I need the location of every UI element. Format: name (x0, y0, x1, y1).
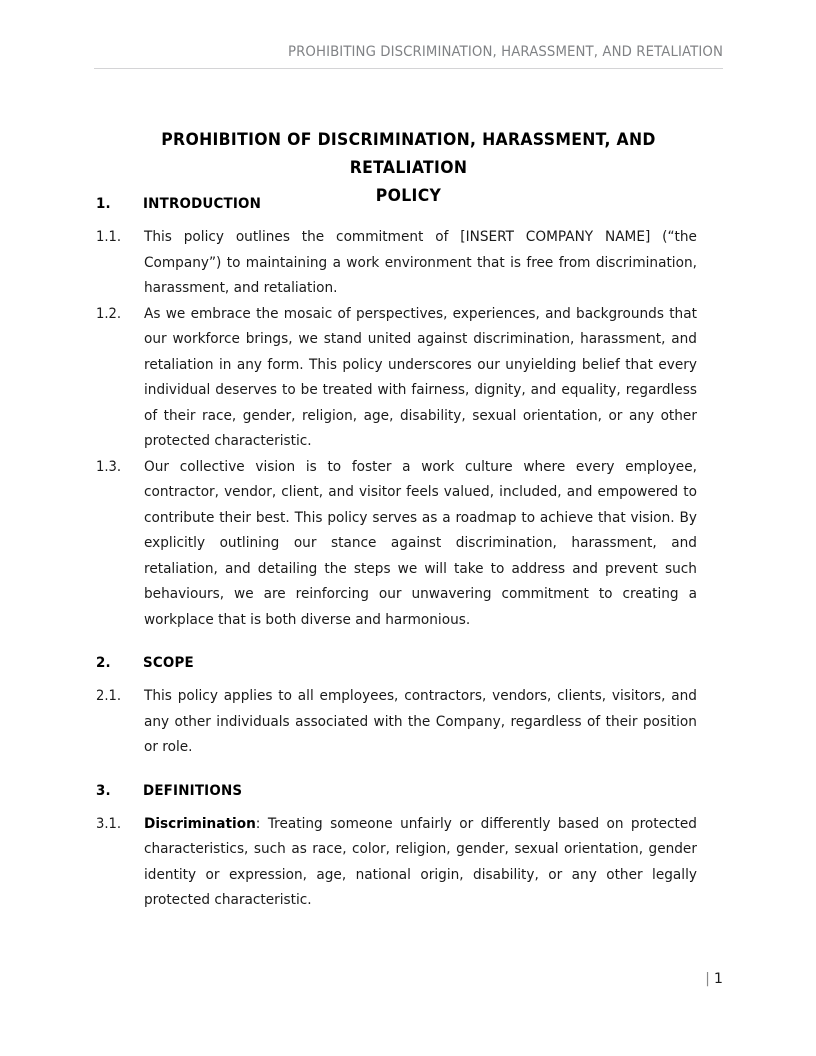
clause-2.1 (96, 684, 723, 761)
clause-text: Our collective vision is to foster a work culture where every employee, contractor, vendor, client, and visitor feels valued, included, and empowered to contribute their best. This policy serves as a roadmap to achieve that vision. By explicitly outlining our stance against discrimination, harassment, and retaliation, and detailing the steps we will take to address and prevent such behaviours, we are reinforcing our unwavering commitment to creating a workplace that is both diverse and harmonious. (144, 458, 697, 628)
section-heading-definitions (96, 782, 723, 799)
document-title-line-2: POLICY (375, 186, 442, 205)
document-body (96, 195, 723, 914)
section-number: 3. (96, 781, 111, 799)
page-footer (94, 971, 723, 987)
clause-text: This policy outlines the commitment of [INSERT COMPANY NAME] (“the Company”) to maintaining a work environment that is free from discrimination, harassment, and retaliation. (144, 229, 697, 296)
clause-1.3 (96, 455, 723, 634)
clause-1.1 (96, 225, 723, 302)
section-number: 2. (96, 654, 111, 671)
section-heading-scope (96, 654, 723, 671)
clause-text: This policy applies to all employees, contractors, vendors, clients, visitors, and any other individuals associated with the Company, regardless of their position or role. (144, 688, 697, 755)
clause-number: 3.1. (96, 815, 122, 832)
running-header-title: PROHIBITING DISCRIMINATION, HARASSMENT, AND RETALIATION (287, 44, 723, 60)
clause-text-body: : Treating someone unfairly or differently based on protected characteristics, such as race, color, religion, gender, sexual orientation, gender identity or expression, age, national origin, disability, or any other legally protected characteristic. (144, 815, 697, 908)
section-heading-introduction (96, 195, 723, 212)
footer-bar-glyph: | (705, 971, 710, 987)
clause-text (144, 812, 697, 914)
clause-number: 1.3. (96, 458, 122, 475)
clause-1.2 (96, 302, 723, 455)
header-divider-rule (94, 68, 723, 69)
section-title: INTRODUCTION (143, 195, 262, 212)
clause-number: 1.2. (96, 305, 122, 322)
clause-text: As we embrace the mosaic of perspectives, experiences, and backgrounds that our workforce brings, we stand united against discrimination, harassment, and retaliation in any form. This policy underscores our unyielding belief that every individual deserves to be treated with fairness, dignity, and equality, regardless of their race, gender, religion, age, disability, sexual orientation, or any other protected characteristic. (144, 305, 697, 449)
document-title-line-1: PROHIBITION OF DISCRIMINATION, HARASSMENT, AND RETALIATION (161, 130, 656, 177)
footer-page-number: 1 (713, 971, 723, 987)
clause-3.1 (96, 812, 723, 914)
section-title: SCOPE (143, 654, 194, 671)
section-title: DEFINITIONS (143, 781, 243, 799)
clause-number: 2.1. (96, 688, 122, 704)
clause-lead-term: Discrimination (144, 815, 256, 832)
clause-number: 1.1. (96, 229, 122, 245)
section-number: 1. (96, 195, 111, 212)
